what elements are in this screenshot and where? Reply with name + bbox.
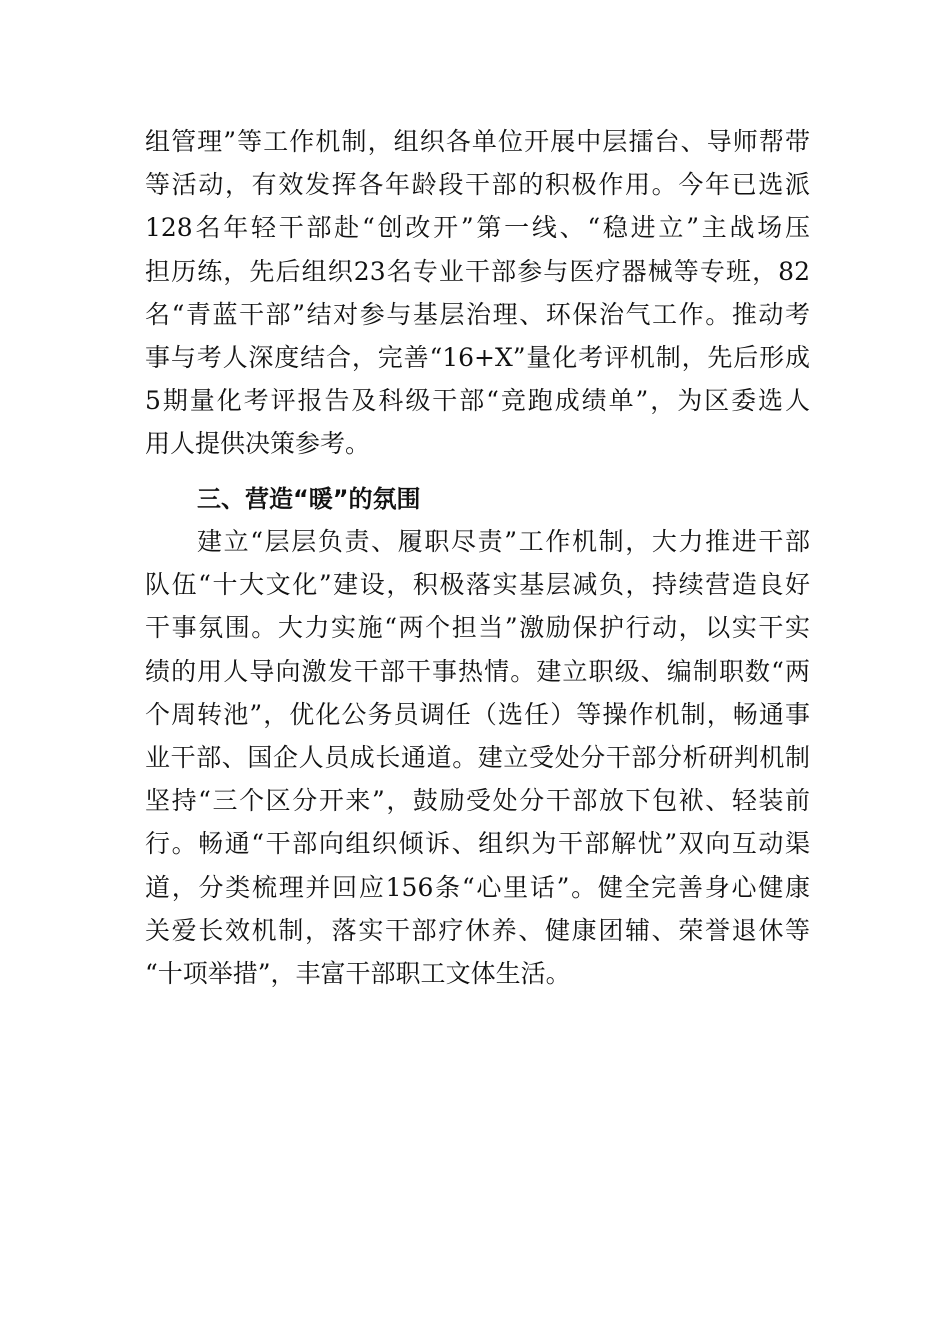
paragraph-line: 道，分类梳理并回应156条“心里话”。健全完善身心健康 <box>145 872 810 902</box>
paragraph-line: 绩的用人导向激发干部干事热情。建立职级、编制职数“两 <box>145 656 810 686</box>
paragraph-line: 128名年轻干部赴“创改开”第一线、“稳进立”主战场压 <box>145 213 810 243</box>
section-heading: 三、营造“暖”的氛围 <box>197 485 421 513</box>
paragraph-line: 行。畅通“干部向组织倾诉、组织为干部解忧”双向互动渠 <box>145 829 810 859</box>
paragraph-line: 用人提供决策参考。 <box>145 429 371 459</box>
paragraph-line: 个周转池”，优化公务员调任（选任）等操作机制，畅通事 <box>145 699 810 729</box>
paragraph-line: 等活动，有效发挥各年龄段干部的积极作用。今年已选派 <box>145 170 810 200</box>
paragraph-line: 坚持“三个区分开来”，鼓励受处分干部放下包袱、轻装前 <box>145 786 810 816</box>
paragraph-line: 建立“层层负责、履职尽责”工作机制，大力推进干部 <box>197 527 810 556</box>
paragraph-line: 干事氛围。大力实施“两个担当”激励保护行动，以实干实 <box>145 613 810 643</box>
paragraph-warm-atmosphere <box>145 520 810 995</box>
paragraph-cadre-training <box>145 120 810 466</box>
paragraph-line: 业干部、国企人员成长通道。建立受处分干部分析研判机制 <box>145 742 810 772</box>
paragraph-line: 组管理”等工作机制，组织各单位开展中层擂台、导师帮带 <box>145 127 810 156</box>
paragraph-line: “十项举措”，丰富干部职工文体生活。 <box>145 958 571 988</box>
paragraph-line: 5期量化考评报告及科级干部“竞跑成绩单”，为区委选人 <box>145 386 810 416</box>
paragraph-line: 担历练，先后组织23名专业干部参与医疗器械等专班，82 <box>145 256 810 286</box>
section-heading-block <box>145 478 810 521</box>
paragraph-line: 事与考人深度结合，完善“16+X”量化考评机制，先后形成 <box>145 342 810 372</box>
paragraph-line: 队伍“十大文化”建设，积极落实基层减负，持续营造良好 <box>145 570 810 600</box>
paragraph-line: 关爱长效机制，落实干部疗休养、健康团辅、荣誉退休等 <box>145 915 810 945</box>
paragraph-line: 名“青蓝干部”结对参与基层治理、环保治气工作。推动考 <box>145 299 810 329</box>
